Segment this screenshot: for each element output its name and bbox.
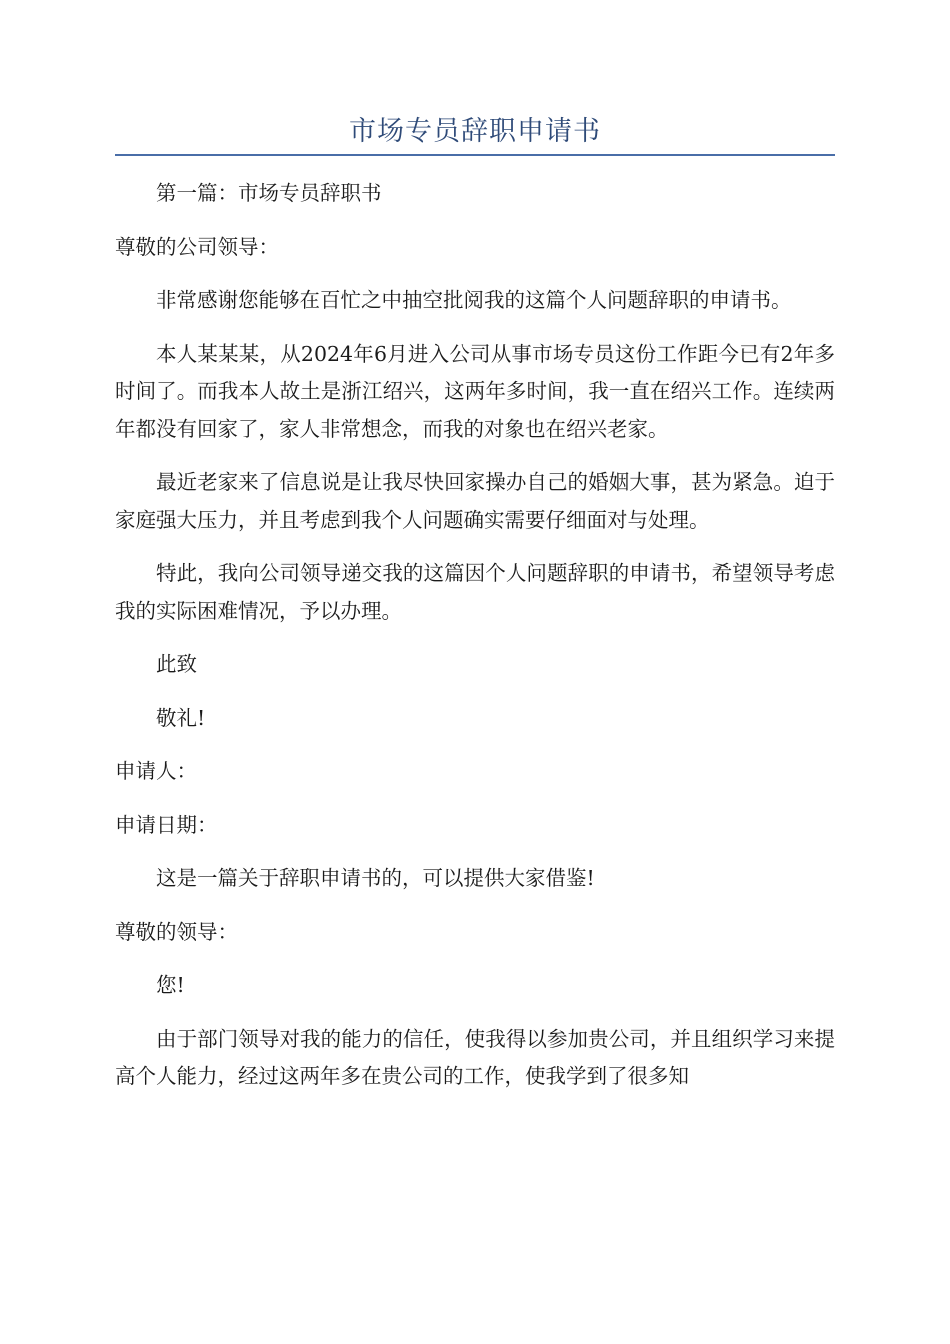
applicant-label: 申请人： <box>115 759 197 783</box>
closing-line: 此致 <box>156 652 197 676</box>
body-paragraph: 特此，我向公司领导递交我的这篇因个人问题辞职的申请书，希望领导考虑我的实际困难情况，予以办理。 <box>115 561 835 623</box>
body-paragraph: 这是一篇关于辞职申请书的，可以提供大家借鉴! <box>156 866 595 890</box>
body-paragraph: 本人某某某，从2024年6月进入公司从事市场专员这份工作距今已有2年多时间了。而我本人故土是浙江绍兴，这两年多时间，我一直在绍兴工作。连续两年都没有回家了，家人非常想念，而我的对象也在绍兴老家。 <box>115 341 835 441</box>
closing-salute: 敬礼! <box>156 705 206 730</box>
salutation: 尊敬的公司领导： <box>115 234 279 259</box>
document-title: 市场专员辞职申请书 <box>349 116 601 147</box>
title-divider <box>115 154 835 156</box>
body-paragraph: 非常感谢您能够在百忙之中抽空批阅我的这篇个人问题辞职的申请书。 <box>156 288 792 312</box>
section-heading: 第一篇：市场专员辞职书 <box>156 181 382 205</box>
document-body <box>115 175 835 1112</box>
greeting: 您! <box>156 973 185 997</box>
body-paragraph: 最近老家来了信息说是让我尽快回家操办自己的婚姻大事，甚为紧急。迫于家庭强大压力，并且考虑到我个人问题确实需要仔细面对与处理。 <box>115 470 835 532</box>
body-paragraph: 由于部门领导对我的能力的信任，使我得以参加贵公司，并且组织学习来提高个人能力，经过这两年多在贵公司的工作，使我学到了很多知 <box>115 1026 835 1088</box>
salutation: 尊敬的领导： <box>115 919 238 944</box>
date-label: 申请日期： <box>115 812 218 837</box>
